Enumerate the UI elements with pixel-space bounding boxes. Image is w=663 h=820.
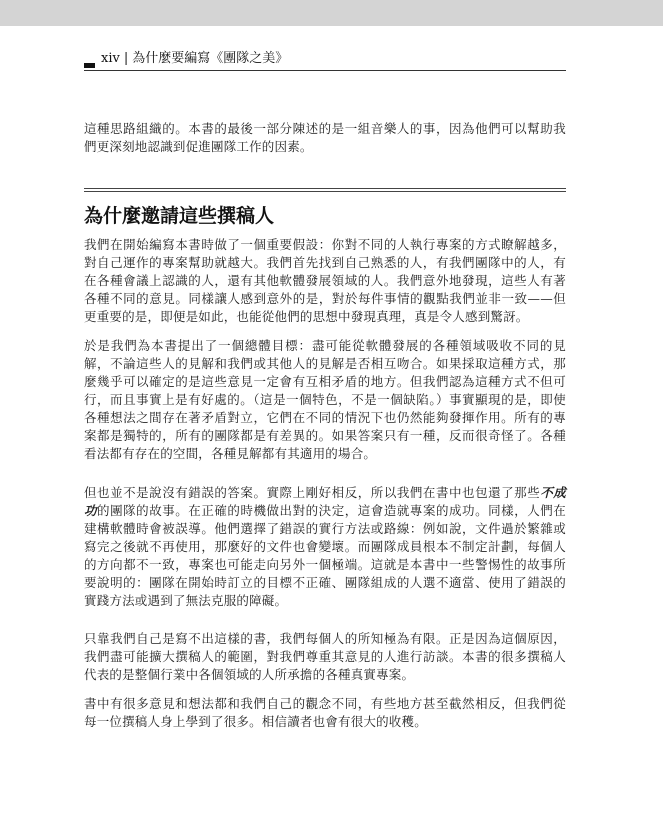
chapter-title: 為什麼要編寫《團隊之美》 xyxy=(132,51,289,66)
body-paragraph-2: 於是我們為本書提出了一個總體目標：盡可能從軟體發展的各種領域吸收不同的見解，不論這些人的見解和我們或其他人的見解是否相互吻合。如果採取這種方式，那麼幾乎可以確定的是這些意見一定會有互相矛盾的地方。但我們認為這種方式不但可行，而且事實上是有好處的。（這是一個特色，不是一個缺陷。）事實顯現的是，即使各種想法之間存在著矛盾對立，它們在不同的情況下也仍然能夠發揮作用。所有的專案都是獨特的，所有的團隊都是有差異的。如果答案只有一種，反而很奇怪了。各種看法都有存在的空間，各種見解都有其適用的場合。 xyxy=(84,338,566,461)
section-rule-bottom xyxy=(84,191,566,192)
body-paragraph-5: 書中有很多意見和想法都和我們自己的觀念不同，有些地方甚至截然相反，但我們從每一位撰稿人身上學到了很多。相信讀者也會有很大的收穫。 xyxy=(84,696,566,729)
p3-text-end: 的團隊的故事。在正確的時機做出對的決定，這會造就專案的成功。同樣，人們在建構軟體時會被誤導。他們選擇了錯誤的實行方法或路線：例如說，文件過於繁雜或寫完之後就不再使用，那麼好的文件也會變壞。而團隊成員根本不制定計劃，每個人的方向都不一致，專案也可能走向另外一個極端。這就是本書中一些警惕性的故事所要說明的：團隊在開始時訂立的目標不正確、團隊組成的人選不適當、使用了錯誤的實踐方法或遇到了無法克服的障礙。 xyxy=(84,503,567,608)
top-gray-band xyxy=(0,0,663,26)
section-rule-top xyxy=(84,188,566,189)
header-marker-bar xyxy=(84,63,95,68)
header-text xyxy=(101,50,288,68)
p3-text-start: 但也並不是說沒有錯誤的答案。實際上剛好相反，所以我們在書中也包還了那些 xyxy=(84,485,541,500)
intro-paragraph: 這種思路組織的。本書的最後一部分陳述的是一組音樂人的事，因為他們可以幫助我們更深刻地認識到促進團隊工作的因素。 xyxy=(84,121,566,154)
header-separator: | xyxy=(123,51,129,66)
body-paragraph-1: 我們在開始編寫本書時做了一個重要假設：你對不同的人執行專案的方式瞭解越多，對自己運作的專案幫助就越大。我們首先找到自己熟悉的人，有我們團隊中的人，有在各種會議上認識的人，還有其他軟體發展領域的人。我們意外地發現，這些人有著各種不同的意見。同樣讓人感到意外的是，對於每件事情的觀點我們並非一致——但更重要的是，即便是如此，也能從他們的思想中發現真理，真是令人感到驚訝。 xyxy=(84,237,566,324)
header-rule xyxy=(84,70,566,71)
section-heading: 為什麼邀請這些撰稿人 xyxy=(84,205,275,227)
page-number: xiv xyxy=(101,51,120,66)
p3-emphasis: 不成功 xyxy=(84,485,566,518)
body-paragraph-3 xyxy=(84,484,566,610)
body-paragraph-4: 只靠我們自己是寫不出這樣的書，我們每個人的所知極為有限。正是因為這個原因，我們盡可能擴大撰稿人的範圍，對我們尊重其意見的人進行訪談。本書的很多撰稿人代表的是整個行業中各個領域的人所承擔的各種真實專案。 xyxy=(84,631,566,682)
running-header xyxy=(84,50,566,70)
